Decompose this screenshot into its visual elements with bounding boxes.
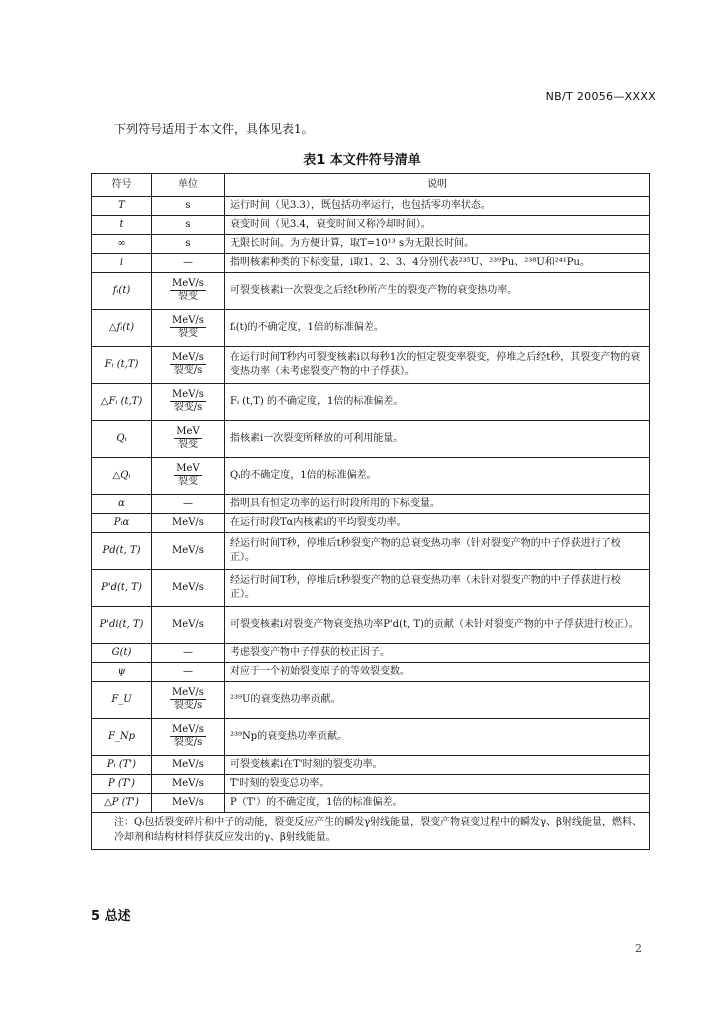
symbol-cell: fᵢ(t) <box>92 273 152 310</box>
unit-cell: MeV/s <box>152 756 225 775</box>
table-note: 注：Qᵢ包括裂变碎片和中子的动能，裂变反应产生的瞬发γ射线能量，裂变产物衰变过程中的瞬发γ、β射线能量，燃料、冷却剂和结构材料俘获反应发出的γ、β射线能量。 <box>92 813 650 850</box>
unit-cell <box>152 719 225 756</box>
table-header-row <box>92 174 650 197</box>
description-cell: T'时刻的裂变总功率。 <box>225 775 650 794</box>
symbol-cell: Fᵢ (t,T) <box>92 347 152 384</box>
unit-fraction <box>170 278 206 304</box>
header-description: 说明 <box>225 174 650 197</box>
symbol-cell: F_U <box>92 682 152 719</box>
description-cell: P（T'）的不确定度，1倍的标准偏差。 <box>225 794 650 813</box>
unit-cell: — <box>152 644 225 663</box>
description-cell: Qᵢ的不确定度，1倍的标准偏差。 <box>225 458 650 495</box>
description-cell: 经运行时间T秒，停堆后t秒裂变产物的总衰变热功率（未针对裂变产物的中子俘获进行校正）。 <box>225 570 650 607</box>
description-cell: ²³⁹U的衰变热功率贡献。 <box>225 682 650 719</box>
symbol-cell: Pᵢ (T') <box>92 756 152 775</box>
table-row <box>92 719 650 756</box>
unit-cell <box>152 384 225 421</box>
description-cell: 考虑裂变产物中子俘获的校正因子。 <box>225 644 650 663</box>
table-row <box>92 384 650 421</box>
unit-cell <box>152 273 225 310</box>
description-cell: 可裂变核素i对裂变产物衰变热功率P'd(t, T)的贡献（未针对裂变产物的中子俘获进行校正）。 <box>225 607 650 644</box>
description-cell: 在运行时间T秒内可裂变核素i以每秒1次的恒定裂变率裂变，停堆之后经t秒，其裂变产物的衰变热功率（未考虑裂变产物的中子俘获）。 <box>225 347 650 384</box>
section-heading: 5 总述 <box>91 909 131 924</box>
unit-numerator: MeV/s <box>170 278 206 292</box>
symbol-cell: t <box>92 216 152 235</box>
symbol-cell: P (T') <box>92 775 152 794</box>
unit-cell: MeV/s <box>152 570 225 607</box>
intro-text: 下列符号适用于本文件，具体见表1。 <box>114 122 314 136</box>
document-code: NB/T 20056—XXXX <box>545 90 656 103</box>
table-row <box>92 663 650 682</box>
symbol-cell: T <box>92 197 152 216</box>
symbol-cell: P'di(t, T) <box>92 607 152 644</box>
unit-denominator: 裂变 <box>177 291 198 302</box>
unit-denominator: 裂变 <box>177 328 198 339</box>
unit-fraction <box>170 352 206 378</box>
description-cell: 指核素i一次裂变所释放的可利用能量。 <box>225 421 650 458</box>
unit-fraction <box>170 687 206 713</box>
unit-denominator: 裂变 <box>177 476 198 487</box>
unit-numerator: MeV/s <box>170 352 206 366</box>
table-row <box>92 756 650 775</box>
description-cell: 可裂变核素i一次裂变之后经t秒所产生的裂变产物的衰变热功率。 <box>225 273 650 310</box>
table-row <box>92 458 650 495</box>
table-row <box>92 607 650 644</box>
description-cell: 经运行时间T秒，停堆后t秒裂变产物的总衰变热功率（针对裂变产物的中子俘获进行了校正）。 <box>225 533 650 570</box>
unit-denominator: 裂变/s <box>173 737 203 748</box>
table-row <box>92 273 650 310</box>
unit-denominator: 裂变 <box>177 439 198 450</box>
table-row <box>92 644 650 663</box>
unit-cell: MeV/s <box>152 514 225 533</box>
table-row <box>92 514 650 533</box>
table-row <box>92 310 650 347</box>
unit-fraction <box>174 426 201 452</box>
unit-cell: MeV/s <box>152 775 225 794</box>
symbol-cell: i <box>92 254 152 273</box>
description-cell: 在运行时段Tα内核素i的平均裂变功率。 <box>225 514 650 533</box>
unit-cell <box>152 421 225 458</box>
unit-cell: — <box>152 254 225 273</box>
unit-fraction <box>170 315 206 341</box>
symbol-cell: △Qᵢ <box>92 458 152 495</box>
page-number: 2 <box>635 942 642 955</box>
table-row <box>92 421 650 458</box>
table-row <box>92 495 650 514</box>
unit-cell: MeV/s <box>152 607 225 644</box>
table-row <box>92 254 650 273</box>
symbol-cell: △Fᵢ (t,T) <box>92 384 152 421</box>
symbol-cell: Pd(t, T) <box>92 533 152 570</box>
description-cell: 衰变时间（见3.4，衰变时间又称冷却时间）。 <box>225 216 650 235</box>
unit-cell: MeV/s <box>152 533 225 570</box>
unit-numerator: MeV/s <box>170 687 206 701</box>
table-row <box>92 570 650 607</box>
table-row <box>92 197 650 216</box>
symbol-cell: ∞ <box>92 235 152 254</box>
header-symbol: 符号 <box>92 174 152 197</box>
symbol-cell: △fᵢ(t) <box>92 310 152 347</box>
unit-fraction <box>174 463 201 489</box>
symbol-cell: α <box>92 495 152 514</box>
symbol-cell: Qᵢ <box>92 421 152 458</box>
symbol-cell: F_Np <box>92 719 152 756</box>
unit-numerator: MeV/s <box>170 724 206 738</box>
description-cell: 指明核素种类的下标变量，i取1、2、3、4分别代表²³⁵U、²³⁹Pu、²³⁸U和²⁴¹Pu。 <box>225 254 650 273</box>
description-cell: fᵢ(t)的不确定度，1倍的标准偏差。 <box>225 310 650 347</box>
description-cell: 对应于一个初始裂变原子的等效裂变数。 <box>225 663 650 682</box>
description-cell: 可裂变核素i在T'时刻的裂变功率。 <box>225 756 650 775</box>
unit-cell <box>152 458 225 495</box>
table-row <box>92 775 650 794</box>
unit-cell: s <box>152 216 225 235</box>
unit-numerator: MeV/s <box>170 315 206 329</box>
table-row <box>92 794 650 813</box>
description-cell: 指明具有恒定功率的运行时段所用的下标变量。 <box>225 495 650 514</box>
symbol-cell: P'd(t, T) <box>92 570 152 607</box>
symbol-cell: △P (T') <box>92 794 152 813</box>
unit-numerator: MeV <box>174 426 201 440</box>
unit-denominator: 裂变/s <box>173 700 203 711</box>
table-row <box>92 682 650 719</box>
description-cell: ²³⁹Np的衰变热功率贡献。 <box>225 719 650 756</box>
unit-cell <box>152 682 225 719</box>
unit-cell: — <box>152 663 225 682</box>
header-unit: 单位 <box>152 174 225 197</box>
unit-cell: MeV/s <box>152 794 225 813</box>
unit-cell: s <box>152 197 225 216</box>
symbol-table <box>91 173 650 850</box>
description-cell: 运行时间（见3.3），既包括功率运行，也包括零功率状态。 <box>225 197 650 216</box>
unit-numerator: MeV <box>174 463 201 477</box>
unit-cell <box>152 347 225 384</box>
unit-cell: — <box>152 495 225 514</box>
unit-numerator: MeV/s <box>170 389 206 403</box>
unit-denominator: 裂变/s <box>173 402 203 413</box>
table-row <box>92 216 650 235</box>
table-note-row <box>92 813 650 850</box>
description-cell: 无限长时间。为方便计算，取T=10¹³ s为无限长时间。 <box>225 235 650 254</box>
unit-cell: s <box>152 235 225 254</box>
table-row <box>92 533 650 570</box>
table-row <box>92 347 650 384</box>
unit-cell <box>152 310 225 347</box>
unit-fraction <box>170 389 206 415</box>
symbol-cell: G(t) <box>92 644 152 663</box>
unit-fraction <box>170 724 206 750</box>
description-cell: Fᵢ (t,T) 的不确定度，1倍的标准偏差。 <box>225 384 650 421</box>
table-caption: 表1 本文件符号清单 <box>303 153 421 168</box>
unit-denominator: 裂变/s <box>173 365 203 376</box>
symbol-cell: Pᵢα <box>92 514 152 533</box>
table-row <box>92 235 650 254</box>
symbol-cell: ψ <box>92 663 152 682</box>
